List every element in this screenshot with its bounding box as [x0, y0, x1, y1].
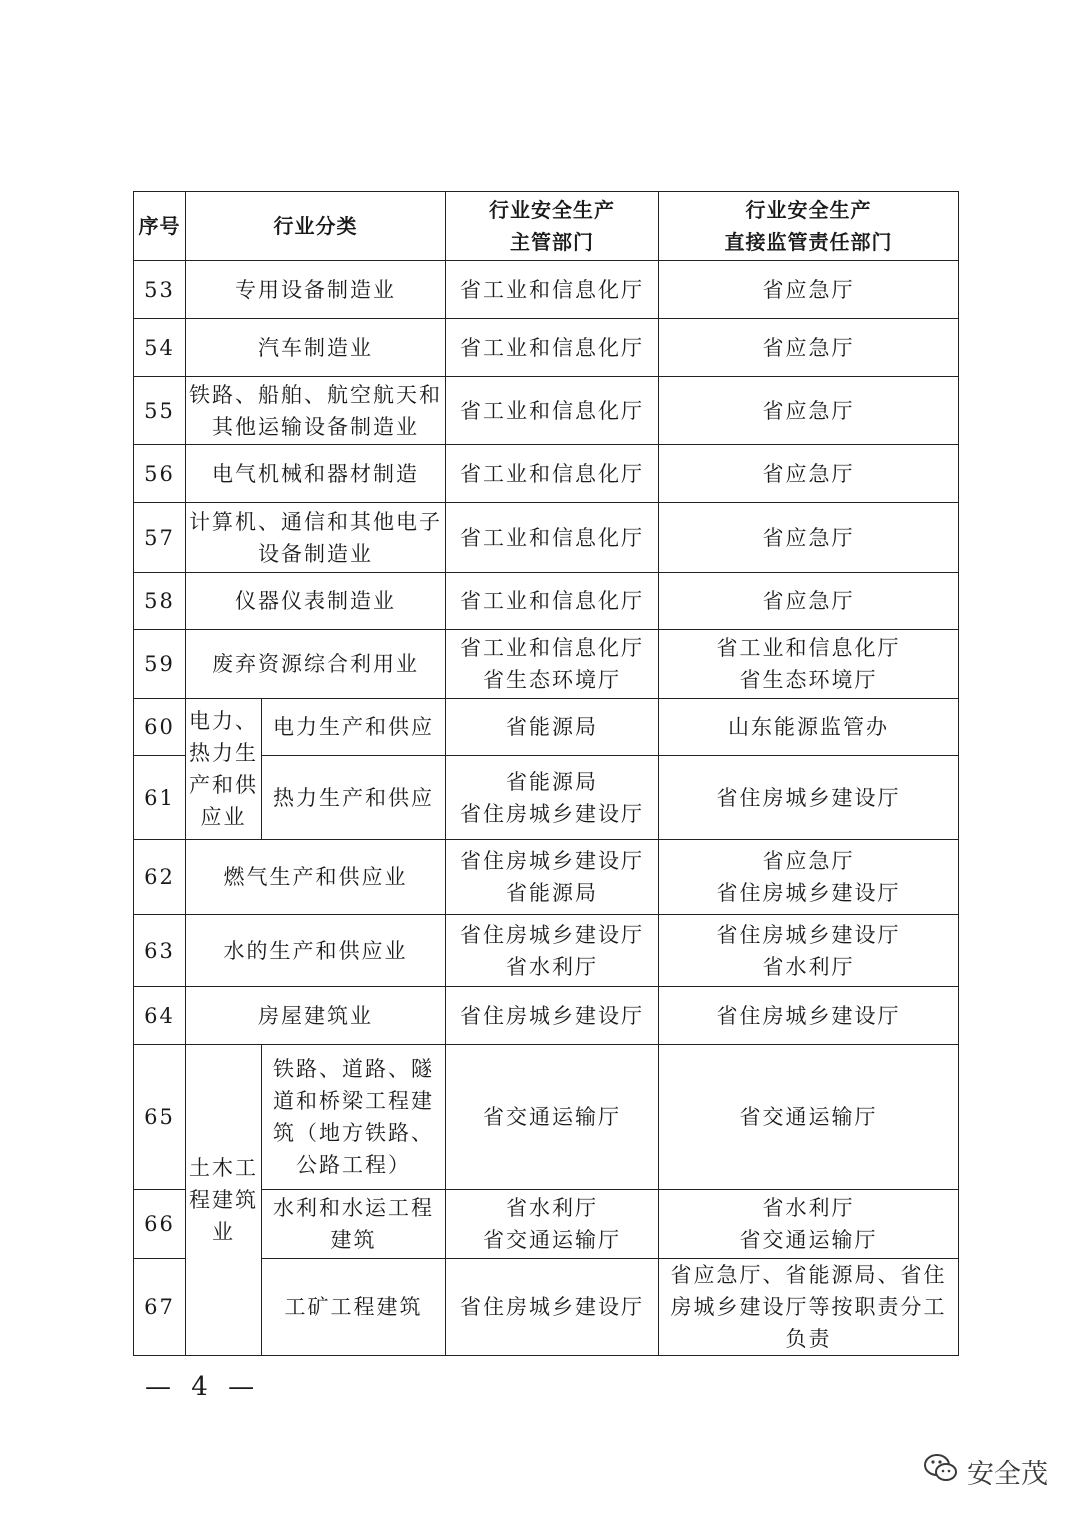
category-cell: 水的生产和供应业	[186, 915, 446, 987]
header-supervisor: 行业安全生产 直接监管责任部门	[659, 192, 959, 261]
table-row: 55 铁路、船舶、航空航天和其他运输设备制造业 省工业和信息化厅 省应急厅	[134, 377, 959, 445]
group-cell-power-heat: 电力、热力生产和供应业	[186, 699, 262, 840]
competent-cell: 省能源局 省住房城乡建设厅	[446, 756, 659, 840]
competent-cell: 省能源局	[446, 699, 659, 756]
table-row: 62 燃气生产和供应业 省住房城乡建设厅 省能源局 省应急厅 省住房城乡建设厅	[134, 840, 959, 915]
competent-cell: 省工业和信息化厅	[446, 377, 659, 445]
watermark-text: 安全茂	[967, 1459, 1048, 1490]
supervisor-cell: 省住房城乡建设厅 省水利厅	[659, 915, 959, 987]
table-row: 58 仪器仪表制造业 省工业和信息化厅 省应急厅	[134, 573, 959, 630]
table-row: 67 工矿工程建筑 省住房城乡建设厅 省应急厅、省能源局、省住房城乡建设厅等按职责分工负责	[134, 1259, 959, 1356]
supervisor-cell: 省工业和信息化厅 省生态环境厅	[659, 630, 959, 699]
competent-cell: 省工业和信息化厅 省生态环境厅	[446, 630, 659, 699]
table-row: 59 废弃资源综合利用业 省工业和信息化厅 省生态环境厅 省工业和信息化厅 省生态环境厅	[134, 630, 959, 699]
subcategory-cell: 工矿工程建筑	[262, 1259, 446, 1356]
supervisor-cell: 省应急厅	[659, 261, 959, 319]
subcategory-cell: 水利和水运工程建筑	[262, 1190, 446, 1259]
competent-cell: 省工业和信息化厅	[446, 445, 659, 503]
competent-cell: 省工业和信息化厅	[446, 319, 659, 377]
category-cell: 计算机、通信和其他电子设备制造业	[186, 503, 446, 573]
table-row: 56 电气机械和器材制造 省工业和信息化厅 省应急厅	[134, 445, 959, 503]
table-row: 60 电力、热力生产和供应业 电力生产和供应 省能源局 山东能源监管办	[134, 699, 959, 756]
supervisor-cell: 省应急厅 省住房城乡建设厅	[659, 840, 959, 915]
subcategory-cell: 电力生产和供应	[262, 699, 446, 756]
subcategory-cell: 热力生产和供应	[262, 756, 446, 840]
supervisor-cell: 省住房城乡建设厅	[659, 987, 959, 1045]
competent-cell: 省工业和信息化厅	[446, 503, 659, 573]
table-row: 54 汽车制造业 省工业和信息化厅 省应急厅	[134, 319, 959, 377]
supervisor-cell: 省交通运输厅	[659, 1045, 959, 1190]
table-row: 63 水的生产和供应业 省住房城乡建设厅 省水利厅 省住房城乡建设厅 省水利厅	[134, 915, 959, 987]
table-row: 61 热力生产和供应 省能源局 省住房城乡建设厅 省住房城乡建设厅	[134, 756, 959, 840]
category-cell: 房屋建筑业	[186, 987, 446, 1045]
group-cell-civil-engineering: 土木工程建筑业	[186, 1045, 262, 1356]
table-row: 57 计算机、通信和其他电子设备制造业 省工业和信息化厅 省应急厅	[134, 503, 959, 573]
supervisor-cell: 省水利厅 省交通运输厅	[659, 1190, 959, 1259]
supervisor-cell: 省住房城乡建设厅	[659, 756, 959, 840]
header-category: 行业分类	[186, 192, 446, 261]
supervisor-cell: 省应急厅	[659, 573, 959, 630]
industry-table	[133, 191, 959, 1356]
category-cell: 电气机械和器材制造	[186, 445, 446, 503]
category-cell: 汽车制造业	[186, 319, 446, 377]
supervisor-cell: 省应急厅	[659, 445, 959, 503]
table-row: 66 水利和水运工程建筑 省水利厅 省交通运输厅 省水利厅 省交通运输厅	[134, 1190, 959, 1259]
competent-cell: 省工业和信息化厅	[446, 261, 659, 319]
header-competent: 行业安全生产 主管部门	[446, 192, 659, 261]
subcategory-cell: 铁路、道路、隧道和桥梁工程建筑（地方铁路、公路工程）	[262, 1045, 446, 1190]
competent-cell: 省住房城乡建设厅	[446, 987, 659, 1045]
supervisor-cell: 省应急厅	[659, 377, 959, 445]
competent-cell: 省住房城乡建设厅 省水利厅	[446, 915, 659, 987]
supervisor-cell: 山东能源监管办	[659, 699, 959, 756]
supervisor-cell: 省应急厅	[659, 503, 959, 573]
category-cell: 燃气生产和供应业	[186, 840, 446, 915]
competent-cell: 省住房城乡建设厅 省能源局	[446, 840, 659, 915]
competent-cell: 省交通运输厅	[446, 1045, 659, 1190]
category-cell: 铁路、船舶、航空航天和其他运输设备制造业	[186, 377, 446, 445]
wechat-icon	[923, 1452, 959, 1491]
header-seq: 序号	[134, 192, 186, 261]
category-cell: 专用设备制造业	[186, 261, 446, 319]
table-header-row	[134, 192, 959, 261]
table-row: 64 房屋建筑业 省住房城乡建设厅 省住房城乡建设厅	[134, 987, 959, 1045]
supervisor-cell: 省应急厅	[659, 319, 959, 377]
watermark	[923, 1452, 1048, 1491]
competent-cell: 省住房城乡建设厅	[446, 1259, 659, 1356]
table-row: 65 土木工程建筑业 铁路、道路、隧道和桥梁工程建筑（地方铁路、公路工程） 省交通运输厅 省交通运输厅	[134, 1045, 959, 1190]
table-row: 53 专用设备制造业 省工业和信息化厅 省应急厅	[134, 261, 959, 319]
competent-cell: 省水利厅 省交通运输厅	[446, 1190, 659, 1259]
supervisor-cell: 省应急厅、省能源局、省住房城乡建设厅等按职责分工负责	[659, 1259, 959, 1356]
category-cell: 仪器仪表制造业	[186, 573, 446, 630]
competent-cell: 省工业和信息化厅	[446, 573, 659, 630]
page-number: — 4 —	[145, 1372, 261, 1402]
category-cell: 废弃资源综合利用业	[186, 630, 446, 699]
